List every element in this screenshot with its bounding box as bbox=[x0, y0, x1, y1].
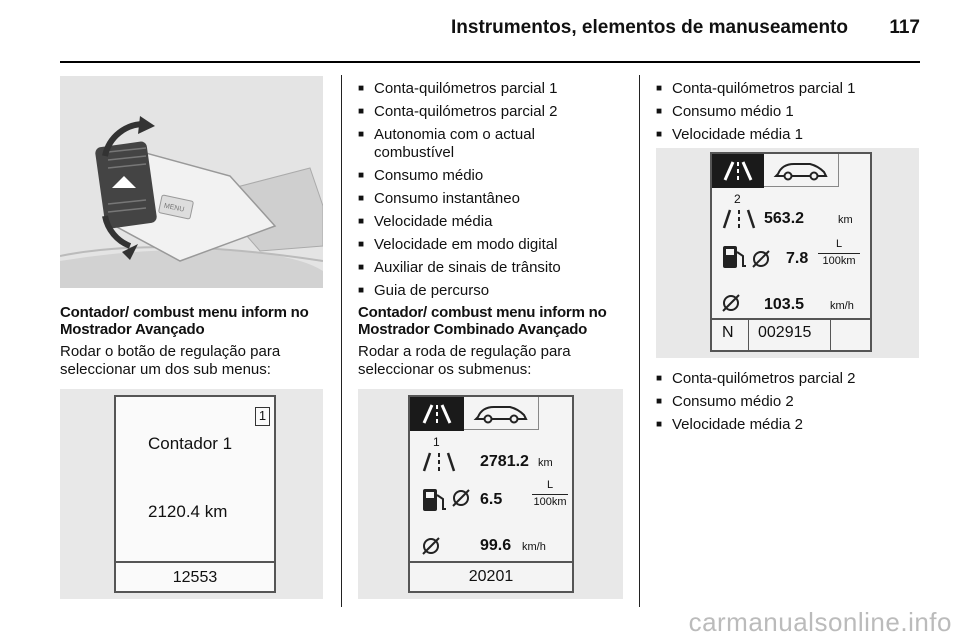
consumption-unit-bottom: 100km bbox=[822, 255, 856, 267]
display-panel bbox=[408, 395, 574, 593]
figure-stalk-lever bbox=[60, 76, 323, 288]
speed-value: 99.6 bbox=[480, 537, 512, 554]
lever-menu-label: MENU bbox=[163, 202, 185, 214]
display-footer: 12553 bbox=[172, 569, 218, 586]
intro-paragraph-advanced: Rodar o botão de regulação para seleccionar um dos sub menus: bbox=[60, 343, 281, 378]
display-badge: 1 bbox=[255, 407, 270, 426]
trip-unit: km bbox=[838, 214, 853, 226]
speed-value: 103.5 bbox=[764, 296, 805, 313]
page-number: 117 bbox=[889, 17, 920, 38]
unit-fraction-line bbox=[818, 253, 860, 254]
display-title: Contador 1 bbox=[148, 434, 233, 453]
display-value: 2120.4 km bbox=[148, 502, 228, 521]
intro-paragraph-combined: Rodar a roda de regulação para seleccionar os submenus: bbox=[358, 343, 571, 378]
speed-unit: km/h bbox=[830, 300, 854, 312]
tab-vehicle bbox=[464, 397, 539, 430]
car-icon bbox=[764, 154, 838, 186]
unit-fraction-line bbox=[532, 494, 568, 495]
trip-value: 2781.2 bbox=[480, 453, 529, 470]
consumption-value: 7.8 bbox=[786, 250, 809, 267]
trip-index: 2 bbox=[734, 192, 741, 206]
list-item: ■ Conta-quilómetros parcial 2 bbox=[656, 370, 926, 388]
watermark-text: carmanualsonline.info bbox=[688, 607, 952, 637]
figure-display-trip2 bbox=[656, 148, 919, 358]
submenu-list-1 bbox=[656, 80, 926, 149]
list-item: ■ Velocidade média bbox=[358, 213, 628, 231]
consumption-unit-top: L bbox=[835, 238, 843, 250]
list-item: ■ Guia de percurso bbox=[358, 282, 628, 300]
fuel-pump-icon bbox=[720, 242, 750, 270]
display-separator bbox=[712, 318, 870, 320]
submenu-list-2 bbox=[656, 370, 926, 439]
trip-index: 1 bbox=[433, 435, 440, 449]
list-item: ■ Velocidade média 1 bbox=[656, 126, 926, 144]
list-item: ■ Velocidade média 2 bbox=[656, 416, 926, 434]
road-icon bbox=[712, 154, 764, 188]
column-divider bbox=[341, 75, 342, 607]
tab-trip-active bbox=[712, 154, 764, 188]
consumption-unit-top: L bbox=[546, 479, 554, 491]
trip-value: 563.2 bbox=[764, 210, 805, 227]
gear-indicator: N bbox=[722, 324, 734, 341]
tab-trip-active bbox=[410, 397, 464, 431]
list-item: ■ Conta-quilómetros parcial 1 bbox=[656, 80, 926, 98]
footer-divider bbox=[748, 320, 749, 350]
submenu-list bbox=[358, 80, 628, 305]
display-panel bbox=[114, 395, 276, 593]
consumption-value: 6.5 bbox=[480, 491, 503, 508]
list-item: ■ Autonomia com o actual combustível bbox=[358, 126, 574, 162]
car-icon bbox=[464, 397, 538, 429]
trip-unit: km bbox=[538, 457, 553, 469]
road-icon bbox=[420, 449, 460, 473]
column-divider bbox=[639, 75, 640, 607]
section-heading-combined: Contador/ combust menu inform no Mostrador Combinado Avançado bbox=[358, 304, 607, 338]
odometer-value: 002915 bbox=[758, 324, 812, 341]
list-item: ■ Conta-quilómetros parcial 1 bbox=[358, 80, 628, 98]
list-item: ■ Velocidade em modo digital bbox=[358, 236, 628, 254]
page-header-title: Instrumentos, elementos de manuseamento bbox=[451, 17, 848, 38]
fuel-pump-icon bbox=[420, 485, 450, 513]
road-icon bbox=[410, 397, 464, 431]
display-panel bbox=[710, 152, 872, 352]
stalk-lever-illustration bbox=[60, 76, 323, 288]
tab-vehicle bbox=[764, 154, 839, 187]
list-item: ■ Consumo médio 2 bbox=[656, 393, 926, 411]
list-item: ■ Conta-quilómetros parcial 2 bbox=[358, 103, 628, 121]
list-item: ■ Consumo instantâneo bbox=[358, 190, 628, 208]
average-icon bbox=[420, 535, 442, 557]
figure-display-small bbox=[60, 389, 323, 599]
speed-unit: km/h bbox=[522, 541, 546, 553]
road-icon bbox=[720, 206, 760, 230]
list-item: ■ Consumo médio 1 bbox=[656, 103, 926, 121]
average-icon bbox=[750, 248, 772, 270]
odometer-value: 20201 bbox=[468, 568, 514, 585]
average-icon bbox=[450, 487, 472, 509]
consumption-unit-bottom: 100km bbox=[533, 496, 567, 508]
header-rule bbox=[60, 61, 920, 63]
list-item: ■ Auxiliar de sinais de trânsito bbox=[358, 259, 628, 277]
list-item: ■ Consumo médio bbox=[358, 167, 628, 185]
footer-divider bbox=[830, 320, 831, 350]
figure-display-combined bbox=[358, 389, 623, 599]
display-separator bbox=[410, 561, 572, 563]
section-heading-advanced: Contador/ combust menu inform no Mostrador Avançado bbox=[60, 304, 309, 338]
display-separator bbox=[116, 561, 274, 563]
average-icon bbox=[720, 292, 742, 314]
